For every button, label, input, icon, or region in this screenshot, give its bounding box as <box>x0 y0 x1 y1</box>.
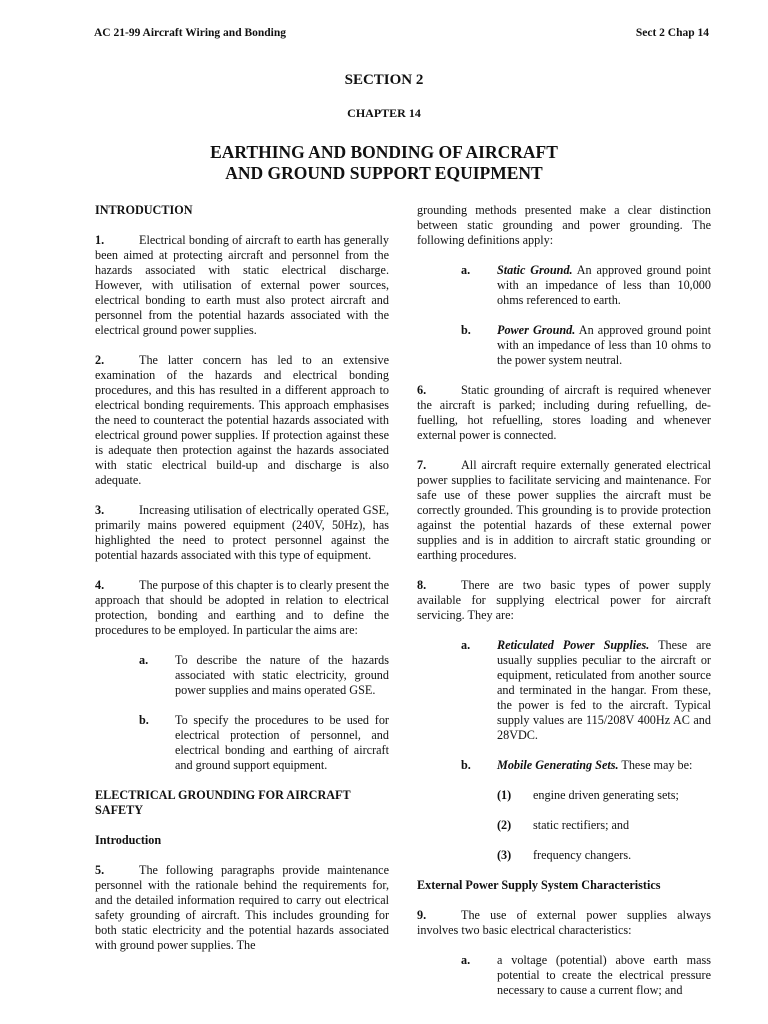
right-column <box>417 203 711 1013</box>
subparagraph-9a <box>417 953 711 998</box>
subparagraph-8a <box>417 638 711 743</box>
paragraph-number: 5. <box>95 863 105 877</box>
paragraph-text: Static grounding of aircraft is required whenever the aircraft is parked; including during refuelling, de-fuelling, hot refuelling, stores loading and whenever external power is connected. <box>417 383 711 442</box>
definition-term: Static Ground. <box>497 263 573 277</box>
introduction-heading: INTRODUCTION <box>95 203 193 217</box>
subparagraph-label: a. <box>461 953 471 967</box>
definition-text: An approved ground point with an impedance of less than 10 ohms to the power system neutral. <box>497 323 711 367</box>
section-title: SECTION 2 <box>344 72 424 88</box>
paragraph-text: The purpose of this chapter is to clearly present the approach that should be adopted in relation to electrical protection, bonding and earthing and to define the procedures to be employed. In particular the aims are: <box>95 578 389 637</box>
definition-power-ground <box>417 323 711 368</box>
definition-static-ground <box>417 263 711 308</box>
paragraph-4 <box>95 578 389 638</box>
definition-text: An approved ground point with an impedance of less than 10,000 ohms referenced to earth. <box>497 263 711 307</box>
page-title-line1: EARTHING AND BONDING OF AIRCRAFT <box>210 142 558 162</box>
paragraph-text: Increasing utilisation of electrically operated GSE, primarily mains powered equipment (240V, 50Hz), has highlighted the need to protect personnel against the potential hazards associated with this type of equipment. <box>95 503 389 562</box>
subparagraph-label: a. <box>461 638 471 652</box>
list-item-label: (3) <box>497 848 512 862</box>
list-item-3 <box>417 848 711 863</box>
list-item-label: (2) <box>497 818 512 832</box>
running-header-right: Sect 2 Chap 14 <box>635 27 709 39</box>
subparagraph-4a <box>95 653 389 698</box>
list-item-text: frequency changers. <box>533 848 632 862</box>
subparagraph-text: These are usually supplies peculiar to the aircraft or equipment, reticulated from another source and terminated in the hangar. From these, the power is fed to the aircraft. Typical supply values are 115/208V 400Hz AC and 28VDC. <box>497 638 711 742</box>
paragraph-1 <box>95 233 389 338</box>
paragraph-3 <box>95 503 389 563</box>
paragraph-text: Electrical bonding of aircraft to earth has generally been aimed at protecting aircraft and personnel from the hazards associated with static electrical discharge. However, with utilisation of external power sources, electrical bonding to earth must also protect aircraft and personnel from the potential hazards associated with the electrical ground power supplies. <box>95 233 389 337</box>
paragraph-text: All aircraft require externally generated electrical power supplies to facilitate servicing and maintenance. For safe use of these power supplies the aircraft must be correctly grounded. This grounding is to provide protection against the potential hazards of these external power supplies and is in addition to aircraft static grounding or earthing procedures. <box>417 458 711 562</box>
paragraph-number: 7. <box>417 458 427 472</box>
paragraph-5 <box>95 863 389 953</box>
paragraph-number: 3. <box>95 503 105 517</box>
chapter-title: CHAPTER 14 <box>347 106 421 120</box>
paragraph-number: 9. <box>417 908 427 922</box>
subparagraph-term: Mobile Generating Sets. <box>497 758 619 772</box>
subparagraph-label: b. <box>461 323 471 337</box>
subparagraph-text: a voltage (potential) above earth mass potential to create the electrical pressure necessary to cause a current flow; and <box>497 953 711 997</box>
subparagraph-label: a. <box>139 653 149 667</box>
definition-term: Power Ground. <box>497 323 576 337</box>
paragraph-text: The use of external power supplies always involves two basic electrical characteristics: <box>417 908 711 937</box>
list-item-2 <box>417 818 711 833</box>
paragraph-2 <box>95 353 389 488</box>
subparagraph-text: These may be: <box>618 758 693 772</box>
paragraph-text: The following paragraphs provide maintenance personnel with the rationale behind the requirements for, and the detailed information required to carry out electrical safety grounding of aircraft. This includes grounding for both static electricity and the potential hazards associated with ground power supplies. The <box>95 863 389 952</box>
list-item-1 <box>417 788 711 803</box>
list-item-label: (1) <box>497 788 512 802</box>
paragraph-number: 1. <box>95 233 105 247</box>
paragraph-number: 8. <box>417 578 427 592</box>
grounding-heading: ELECTRICAL GROUNDING FOR AIRCRAFT SAFETY <box>95 788 351 817</box>
paragraph-text: The latter concern has led to an extensive examination of the hazards and electrical bonding procedures, and this has resulted in a different approach to electrical bonding requirements. This approach emphasises the need to counteract the potential hazards associated with electrical ground power supplies. If protection against these is adequate then protection against the hazards associated with static electrical build-up and discharge is also adequate. <box>95 353 389 487</box>
paragraph-number: 4. <box>95 578 105 592</box>
running-header-left: AC 21-99 Aircraft Wiring and Bonding <box>94 27 287 39</box>
page-title-line2: AND GROUND SUPPORT EQUIPMENT <box>225 163 543 183</box>
paragraph-5-continued: grounding methods presented make a clear distinction between static grounding and power grounding. The following definitions apply: <box>417 203 711 247</box>
list-item-text: engine driven generating sets; <box>533 788 679 802</box>
subparagraph-text: To describe the nature of the hazards associated with static electricity, ground power supplies and mains operated GSE. <box>175 653 389 697</box>
paragraph-number: 6. <box>417 383 427 397</box>
paragraph-text: There are two basic types of power supply available for supplying electrical power for aircraft servicing. They are: <box>417 578 711 622</box>
subparagraph-label: b. <box>139 713 149 727</box>
subparagraph-label: b. <box>461 758 471 772</box>
left-column <box>95 203 389 968</box>
external-power-heading: External Power Supply System Characteristics <box>417 878 661 892</box>
paragraph-number: 2. <box>95 353 105 367</box>
subparagraph-8b <box>417 758 711 773</box>
paragraph-9 <box>417 908 711 938</box>
list-item-text: static rectifiers; and <box>533 818 630 832</box>
subparagraph-4b <box>95 713 389 773</box>
paragraph-7 <box>417 458 711 563</box>
subparagraph-term: Reticulated Power Supplies. <box>497 638 650 652</box>
subparagraph-text: To specify the procedures to be used for electrical protection of personnel, and electrical bonding and earthing of aircraft and ground support equipment. <box>175 713 389 772</box>
paragraph-8 <box>417 578 711 623</box>
page-title <box>0 142 768 184</box>
introduction-subheading: Introduction <box>95 833 162 847</box>
paragraph-6 <box>417 383 711 443</box>
subparagraph-label: a. <box>461 263 471 277</box>
